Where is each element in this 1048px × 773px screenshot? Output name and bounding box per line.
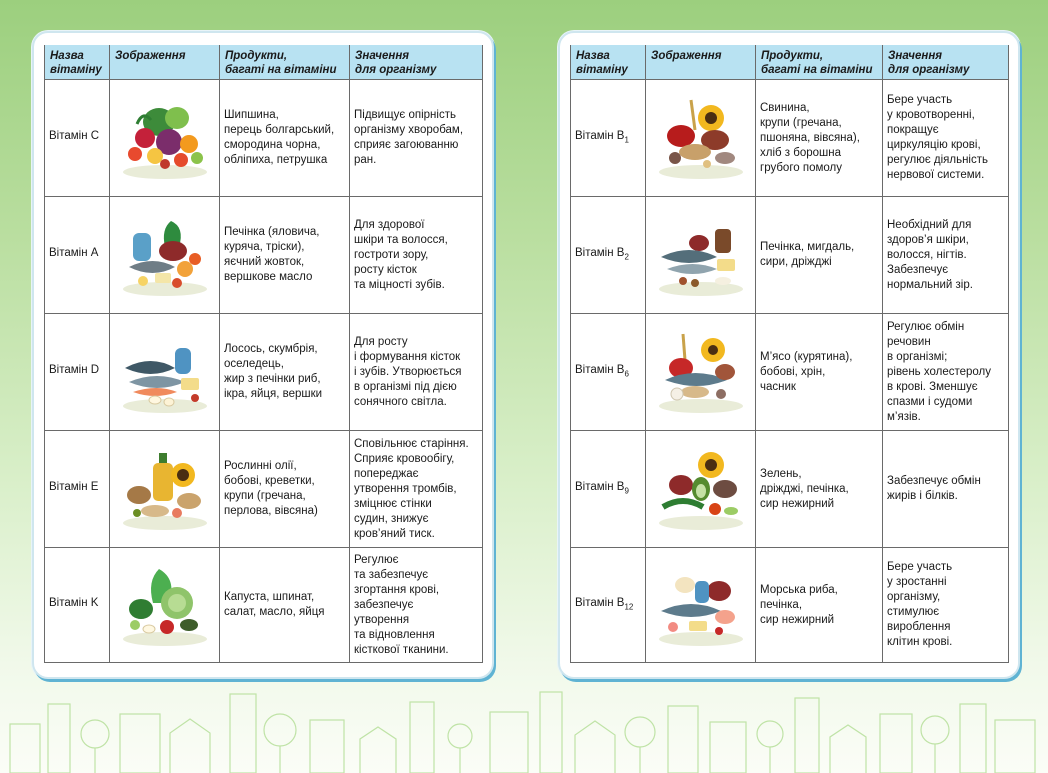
vitamin-name: Вітамін $В_2$ bbox=[571, 197, 646, 314]
table-row bbox=[45, 197, 483, 314]
table-row bbox=[45, 80, 483, 197]
vitamin-name: Вітамін $В_6$ bbox=[571, 314, 646, 431]
products-cell: Лосось, скумбрія, оселедець, жир з печінки риб, ікра, яйця, вершки bbox=[220, 314, 350, 431]
meat-fish-garlic-illustration bbox=[646, 314, 756, 431]
oil-seeds-illustration bbox=[110, 431, 220, 548]
vitamin-card-left bbox=[32, 31, 494, 679]
vitamin-name: Вітамін С bbox=[45, 80, 110, 197]
products-cell: М’ясо (курятина), бобові, хрін, часник bbox=[756, 314, 883, 431]
vitamin-name: Вітамін Е bbox=[45, 431, 110, 548]
products-cell: Шипшина, перець болгарський, смородина чорна, обліпиха, петрушка bbox=[220, 80, 350, 197]
value-cell: Забезпечує обмін жирів і білків. bbox=[883, 431, 1009, 548]
cityscape-decoration bbox=[0, 684, 1048, 773]
products-cell: Свинина, крупи (гречана, пшоняна, вівсяна), хліб з борошна грубого помолу bbox=[756, 80, 883, 197]
header-products: Продукти, багаті на вітаміни bbox=[756, 45, 883, 80]
table-header-row bbox=[45, 45, 483, 80]
value-cell: Регулює та забезпечує згортання крові, забезпечує утворення та відновлення кісткової тканини. bbox=[350, 548, 483, 663]
value-cell: Підвищує опірність організму хворобам, сприяє загоюванню ран. bbox=[350, 80, 483, 197]
table-row bbox=[571, 314, 1009, 431]
products-cell: Зелень, дріжджі, печінка, сир нежирний bbox=[756, 431, 883, 548]
vitamin-name: Вітамін K bbox=[45, 548, 110, 663]
products-cell: Капуста, шпинат, салат, масло, яйця bbox=[220, 548, 350, 663]
header-vitamin-name: Назва вітаміну bbox=[571, 45, 646, 80]
vitamin-table-left bbox=[44, 45, 483, 663]
greens-cabbage-illustration bbox=[110, 548, 220, 663]
header-vitamin-name: Назва вітаміну bbox=[45, 45, 110, 80]
fish-nuts-cheese-illustration bbox=[646, 197, 756, 314]
value-cell: Необхідний для здоров’я шкіри, волосся, нігтів. Забезпечує нормальний зір. bbox=[883, 197, 1009, 314]
vitamin-card-right bbox=[558, 31, 1020, 679]
header-products: Продукти, багаті на вітаміни bbox=[220, 45, 350, 80]
vitamin-table-right bbox=[570, 45, 1009, 663]
vitamin-name: Вітамін D bbox=[45, 314, 110, 431]
vitamin-name: Вітамін $В_1$ bbox=[571, 80, 646, 197]
table-row bbox=[45, 314, 483, 431]
table-row bbox=[45, 548, 483, 663]
value-cell: Для здорової шкіри та волосся, гостроти зору, росту кісток та міцності зубів. bbox=[350, 197, 483, 314]
meat-grains-illustration bbox=[646, 80, 756, 197]
value-cell: Бере участь у кровотворенні, покращує циркуляцію крові, регулює діяльність нервової системи. bbox=[883, 80, 1009, 197]
greens-avocado-illustration bbox=[646, 431, 756, 548]
table-row bbox=[571, 431, 1009, 548]
header-image: Зображення bbox=[646, 45, 756, 80]
value-cell: Регулює обмін речовин в організмі; рівень холестеролу в крові. Зменшує спазми і судоми м’язів. bbox=[883, 314, 1009, 431]
value-cell: Бере участь у зростанні організму, стимулює вироблення клітин крові. bbox=[883, 548, 1009, 663]
products-cell: Морська риба, печінка, сир нежирний bbox=[756, 548, 883, 663]
table-row bbox=[571, 80, 1009, 197]
header-value: Значення для організму bbox=[350, 45, 483, 80]
table-row bbox=[571, 548, 1009, 663]
seafood-cheese-illustration bbox=[646, 548, 756, 663]
fish-eggs-illustration bbox=[110, 314, 220, 431]
value-cell: Для росту і формування кісток і зубів. Утворюється в організмі під дією сонячного світла. bbox=[350, 314, 483, 431]
liver-fish-milk-illustration bbox=[110, 197, 220, 314]
table-row bbox=[571, 197, 1009, 314]
fruits-vegetables-illustration bbox=[110, 80, 220, 197]
products-cell: Печінка, мигдаль, сири, дріжджі bbox=[756, 197, 883, 314]
products-cell: Рослинні олії, бобові, креветки, крупи (гречана, перлова, вівсяна) bbox=[220, 431, 350, 548]
products-cell: Печінка (яловича, куряча, тріски), яєчний жовток, вершкове масло bbox=[220, 197, 350, 314]
value-cell: Сповільнює старіння. Сприяє кровообігу, попереджає утворення тромбів, зміцнює стінки судин, знижує кров’яний тиск. bbox=[350, 431, 483, 548]
header-value: Значення для організму bbox=[883, 45, 1009, 80]
table-row bbox=[45, 431, 483, 548]
vitamin-name: Вітамін А bbox=[45, 197, 110, 314]
header-image: Зображення bbox=[110, 45, 220, 80]
vitamin-name: Вітамін $В_9$ bbox=[571, 431, 646, 548]
table-header-row bbox=[571, 45, 1009, 80]
vitamin-name: Вітамін $В_{12}$ bbox=[571, 548, 646, 663]
